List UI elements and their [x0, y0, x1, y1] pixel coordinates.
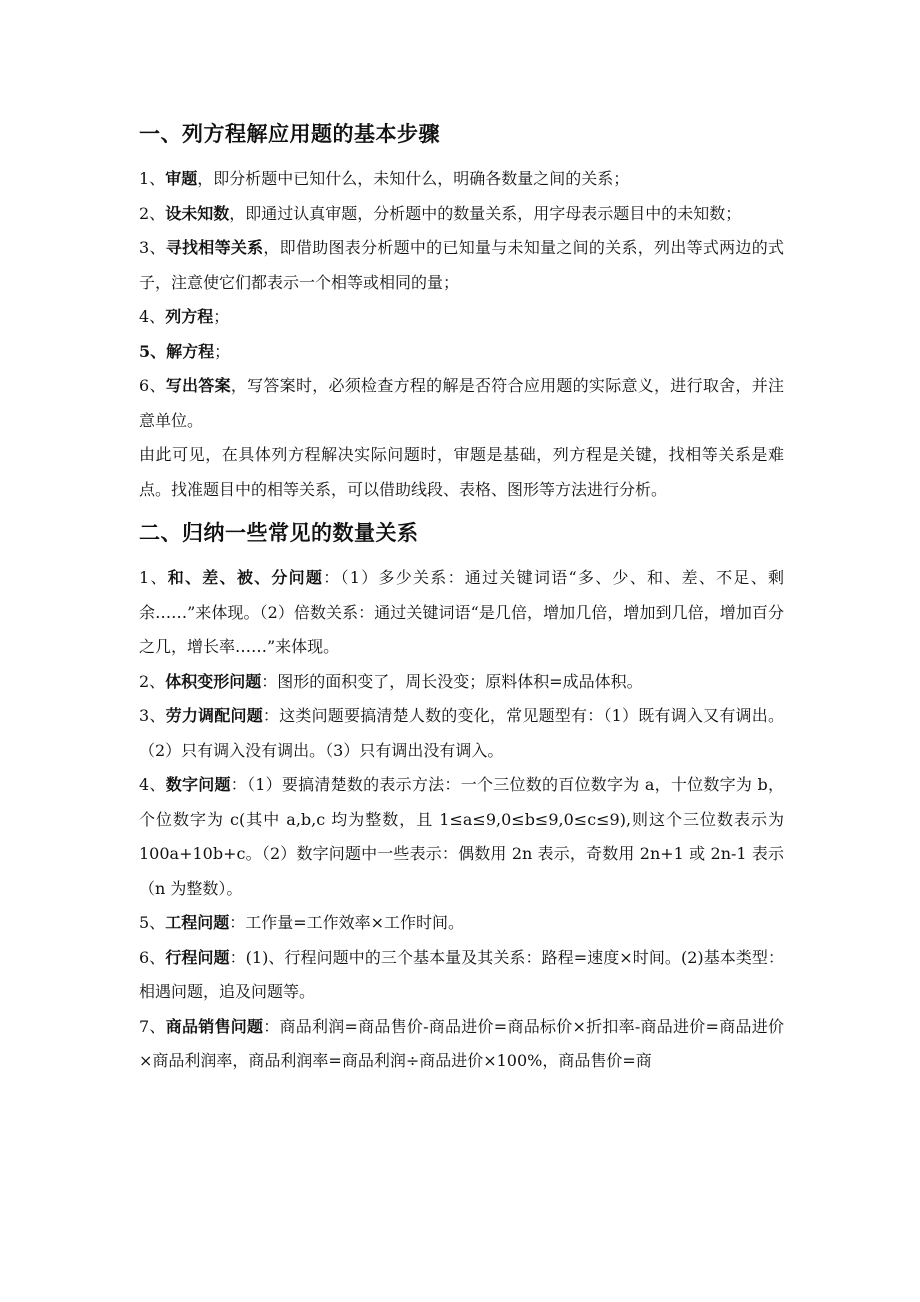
section1-title: 一、列方程解应用题的基本步骤	[139, 121, 440, 146]
section1-step-4: 4、列方程；	[139, 307, 230, 326]
section2-item-2: 2、体积变形问题：图形的面积变了，周长没变；原料体积=成品体积。	[139, 671, 643, 691]
section2-title: 二、归纳一些常见的数量关系	[139, 520, 419, 545]
section2-item-5: 5、工程问题：工作量=工作效率×工作时间。	[139, 913, 465, 932]
section2-item-7: 7、商品销售问题：商品利润=商品售价-商品进价=商品标价×折扣率-商品进价=商品进价×商品利润率，商品利润率=商品利润÷商品进价×100%，商品售价=商	[139, 1016, 784, 1070]
document-page	[139, 112, 784, 1079]
section1-step-6: 6、写出答案，写答案时，必须检查方程的解是否符合应用题的实际意义，进行取舍，并注意单位。	[139, 376, 784, 430]
section2-item-1: 1、和、差、被、分问题：（1）多少关系：通过关键词语“多、少、和、差、不足、剩余……”来体现。（2）倍数关系：通过关键词语“是几倍，增加几倍，增加到几倍，增加百分之几，增长率……”来体现。	[139, 568, 784, 656]
section1-step-2: 2、设未知数，即通过认真审题，分析题中的数量关系，用字母表示题目中的未知数；	[139, 203, 742, 223]
section1-summary: 由此可见，在具体列方程解决实际问题时，审题是基础，列方程是关键，找相等关系是难点。找准题目中的相等关系，可以借助线段、表格、图形等方法进行分析。	[139, 445, 784, 499]
section2-item-6: 6、行程问题：(1)、行程问题中的三个基本量及其关系：路程=速度×时间。(2)基本类型：相遇问题，追及问题等。	[139, 947, 784, 1001]
section2-item-3: 3、劳力调配问题：这类问题要搞清楚人数的变化，常见题型有：（1）既有调入又有调出。（2）只有调入没有调出。（3）只有调出没有调入。	[139, 706, 784, 760]
section2-item-4: 4、数字问题：（1）要搞清楚数的表示方法：一个三位数的百位数字为 a，十位数字为 b，个位数字为 c(其中 a,b,c 均为整数，且 1≤a≤9,0≤b≤9,0≤c≤9),则这个三位数表示为 100a+10b+c。（2）数字问题中一些表示：偶数用 2n 表示，奇数用 2n+1 或 2n-1 表示（n 为整数）。	[139, 775, 784, 898]
section1-step-5: 5、解方程；	[139, 341, 231, 361]
section1-step-1: 1、审题，即分析题中已知什么，未知什么，明确各数量之间的关系；	[139, 169, 630, 188]
section1-step-3: 3、寻找相等关系，即借助图表分析题中的已知量与未知量之间的关系，列出等式两边的式子，注意使它们都表示一个相等或相同的量；	[139, 238, 784, 292]
